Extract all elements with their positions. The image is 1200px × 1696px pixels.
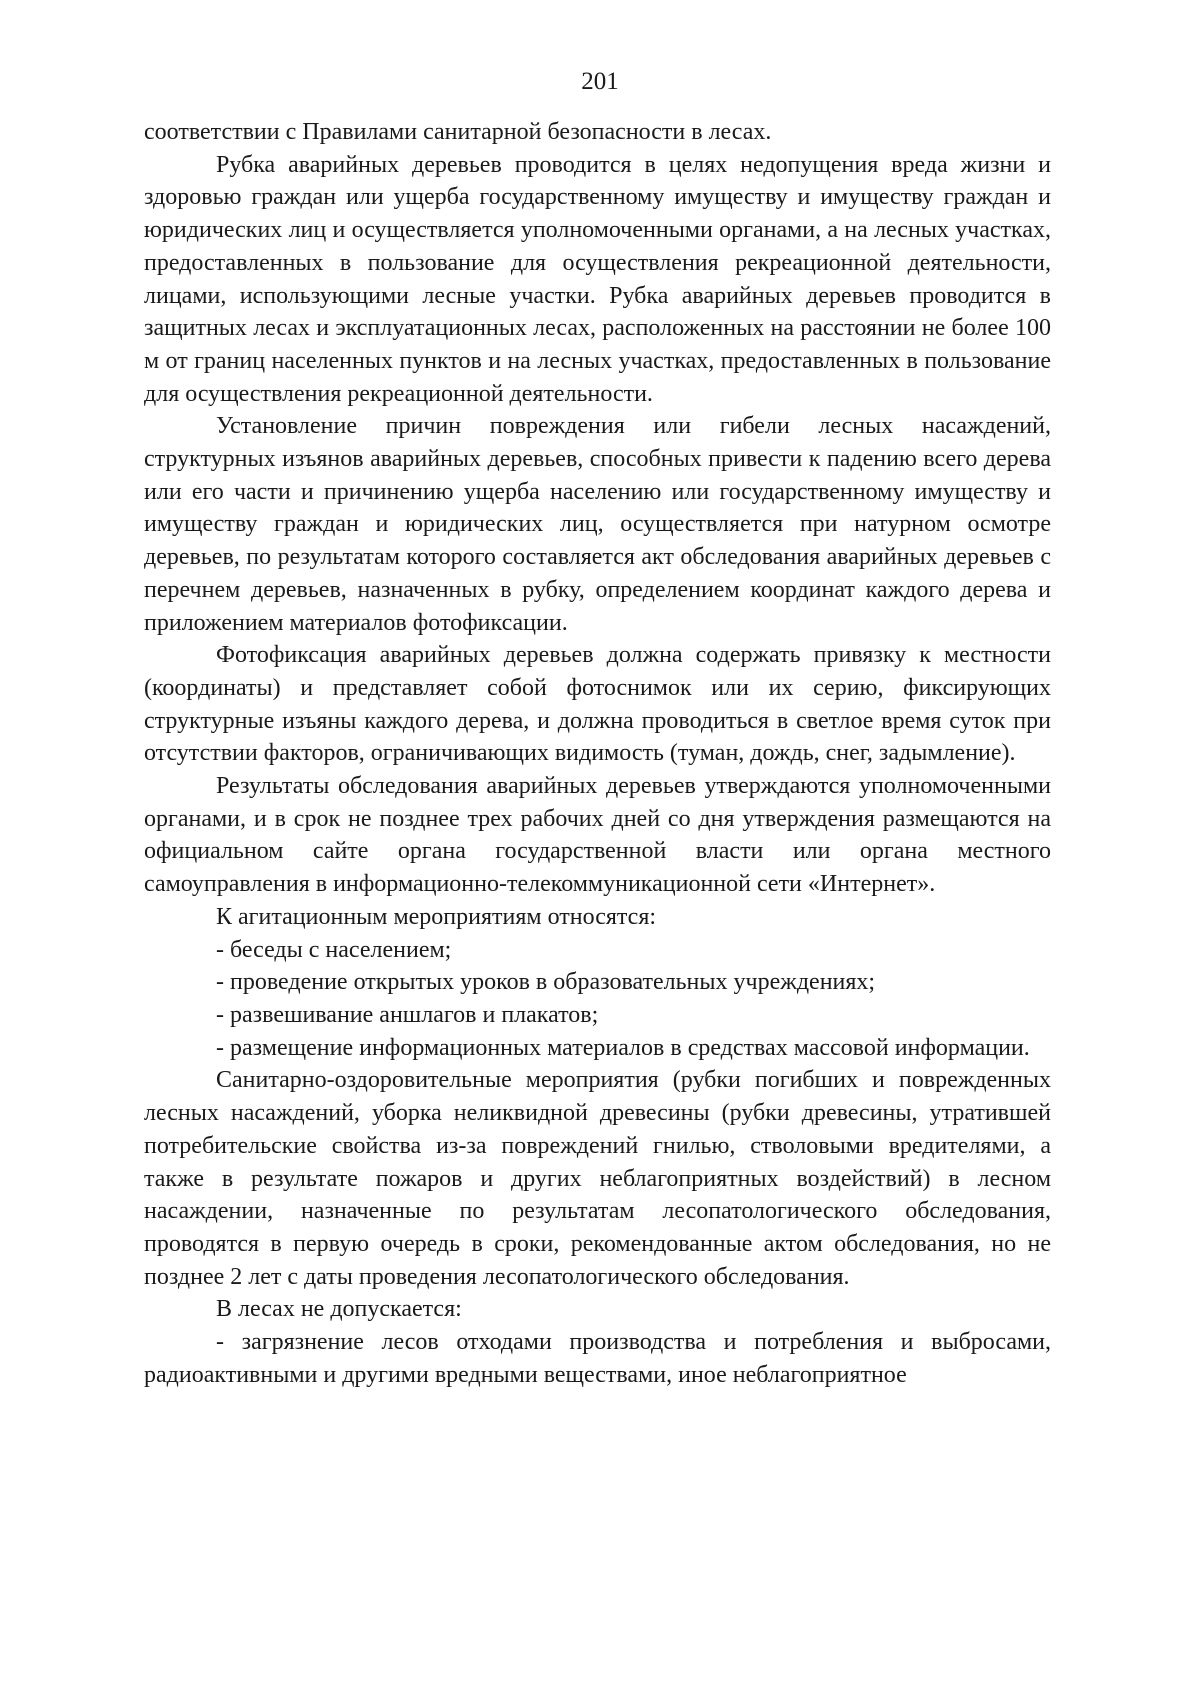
paragraph: В лесах не допускается:: [216, 1296, 462, 1323]
paragraph: Рубка аварийных деревьев проводится в целях недопущения вреда жизни и здоровью граждан или ущерба государственному имуществу и имуществу граждан и юридических лиц и осуществляется уполномоченными органами, а на лесных участках, предоставленных в пользование для осуществления рекреационной деятельности, лицами, использующими лесные участки. Рубка аварийных деревьев проводится в защитных лесах и эксплуатационных лесах, расположенных на расстоянии не более 100 м от границ населенных пунктов и на лесных участках, предоставленных в пользование для осуществления рекреационной деятельности.: [144, 151, 1051, 407]
paragraph: соответствии с Правилами санитарной безопасности в лесах.: [144, 119, 772, 145]
paragraph: К агитационным мероприятиям относятся:: [216, 903, 657, 930]
list-item: - развешивание аншлагов и плакатов;: [216, 1001, 599, 1028]
paragraph: Фотофиксация аварийных деревьев должна содержать привязку к местности (координаты) и представляет собой фотоснимок или их серию, фиксирующих структурные изъяны каждого дерева, и должна проводиться в светлое время суток при отсутствии факторов, ограничивающих видимость (туман, дождь, снег, задымление).: [144, 642, 1051, 767]
paragraph: Санитарно-оздоровительные мероприятия (рубки погибших и поврежденных лесных насаждений, уборка неликвидной древесины (рубки древесины, утратившей потребительские свойства из-за повреждений гнилью, стволовыми вредителями, а также в результате пожаров и других неблагоприятных воздействий) в лесном насаждении, назначенные по результатам лесопатологического обследования, проводятся в первую очередь в сроки, рекомендованные актом обследования, но не позднее 2 лет с даты проведения лесопатологического обследования.: [144, 1067, 1051, 1290]
list-item: - проведение открытых уроков в образовательных учреждениях;: [216, 969, 876, 996]
page-number: 201: [581, 68, 619, 95]
body-text: [144, 116, 1051, 1391]
list-item: - беседы с населением;: [216, 936, 452, 963]
paragraph: Результаты обследования аварийных деревьев утверждаются уполномоченными органами, и в срок не позднее трех рабочих дней со дня утверждения размещаются на официальном сайте органа государственной власти или органа местного самоуправления в информационно-телекоммуникационной сети «Интернет».: [144, 773, 1051, 898]
paragraph: Установление причин повреждения или гибели лесных насаждений, структурных изъянов аварийных деревьев, способных привести к падению всего дерева или его части и причинению ущерба населению или государственному имуществу и имуществу граждан и юридических лиц, осуществляется при натурном осмотре деревьев, по результатам которого составляется акт обследования аварийных деревьев с перечнем деревьев, назначенных в рубку, определением координат каждого дерева и приложением материалов фотофиксации.: [144, 413, 1051, 636]
list-item: - размещение информационных материалов в средствах массовой информации.: [216, 1034, 1030, 1061]
list-item: - загрязнение лесов отходами производства и потребления и выбросами, радиоактивными и другими вредными веществами, иное неблагоприятное: [144, 1329, 1051, 1388]
